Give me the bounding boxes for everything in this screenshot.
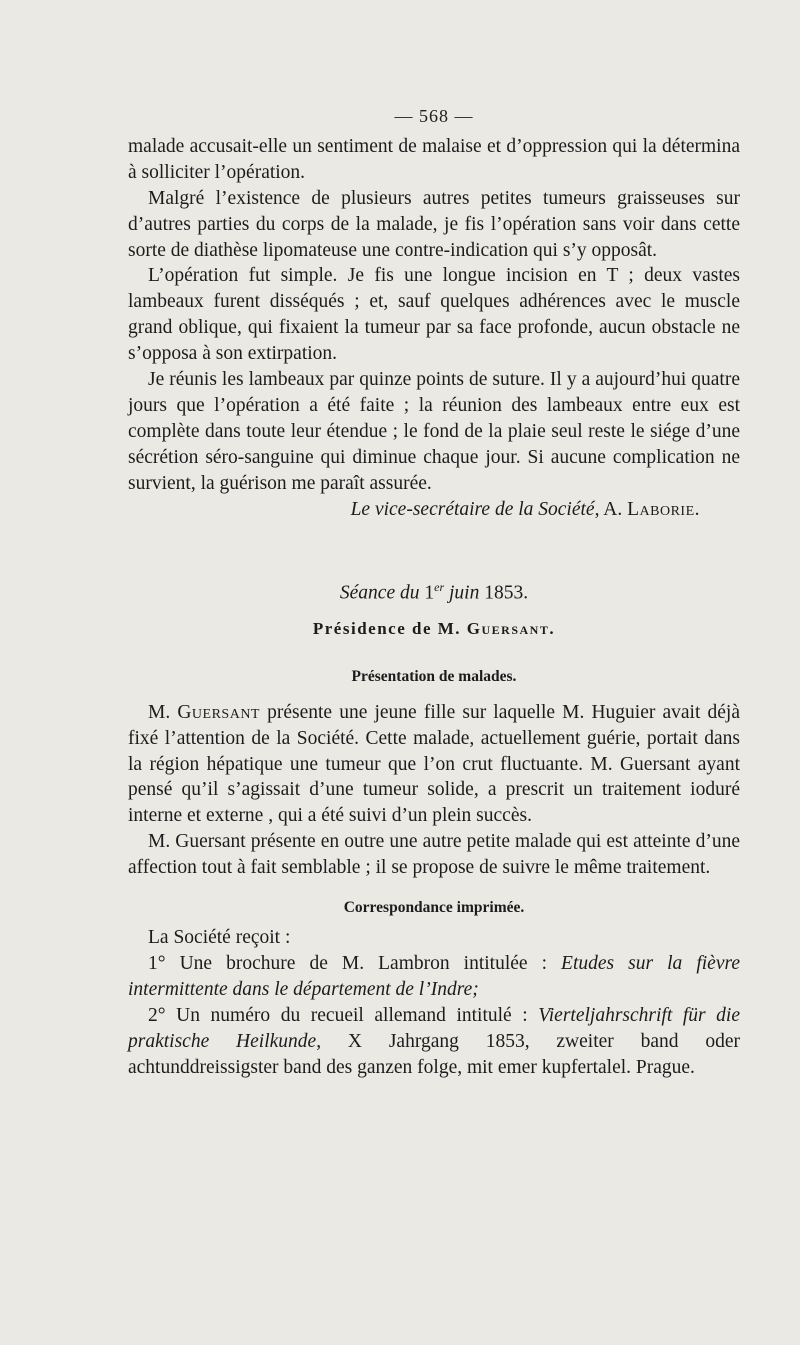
paragraph: M. Guersant présente en outre une autre petite malade qui est atteinte d’une affection tout à fait semblable ; il se propose de suivre le même traitement. — [128, 831, 740, 879]
paragraph — [128, 700, 740, 830]
signature-name: Laborie. — [627, 498, 700, 520]
paragraph: malade accusait-elle un sentiment de malaise et d’oppression qui la détermina à solliciter l’opération. — [128, 135, 740, 183]
paragraph: Je réunis les lambeaux par quinze points de suture. Il y a aujourd’hui quatre jours que l’opération a été faite ; la réunion des lambeaux entre eux est complète dans toute leur étendue ; le fond de la plaie seul reste le siége d’une sécrétion séro-sanguine qui diminue chaque jour. Si aucune complication ne survient, la guérison me paraît assurée. — [128, 369, 740, 494]
item1-text: 1° Une brochure de M. Lambron intitulée : — [148, 952, 562, 974]
section-heading-presentation: Présentation de malades. — [351, 667, 517, 685]
seance-year: 1853. — [484, 582, 529, 603]
seance-month: juin — [444, 582, 485, 603]
page-number: — 568 — — [394, 106, 474, 126]
paragraph: La Société reçoit : — [148, 926, 291, 948]
signature-initial: , A. — [594, 498, 628, 520]
signature — [128, 497, 740, 523]
signature-role: Le vice-secrétaire de la Société — [350, 498, 595, 520]
item1-title: Etudes sur la fièvre intermittente dans le département de l’Indre; — [128, 952, 740, 1000]
p5-lead: M. — [148, 701, 178, 723]
seance-sup: er — [434, 579, 445, 594]
list-item — [128, 951, 740, 1003]
seance-prefix: Séance du — [339, 582, 425, 603]
item2-title: Vierteljahrschrift für die praktische Heilkunde — [128, 1004, 740, 1052]
paragraph: Malgré l’existence de plusieurs autres petites tumeurs graisseuses sur d’autres parties du corps de la malade, je fis l’opération sans voir dans cette sorte de diathèse lipomateuse une contre-indication qui s’y opposât. — [128, 187, 740, 261]
presidence-prefix: Présidence de M. — [312, 618, 467, 638]
seance-heading — [128, 575, 740, 606]
seance-day: 1 — [424, 582, 435, 603]
paragraph: L’opération fut simple. Je fis une longue incision en T ; deux vastes lambeaux furent disséqués ; et, sauf quelques adhérences avec le muscle grand oblique, qui fixaient la tumeur par sa face profonde, aucun obstacle ne s’opposa à son extirpation. — [128, 265, 740, 365]
p5-rest: présente une jeune fille sur laquelle M. Huguier avait déjà fixé l’attention de la Société. Cette malade, actuellement guérie, portait dans la région hépatique une tumeur que l’on crut fluctuante. M. Guersant ayant pensé qu’il s’agissait d’une tumeur solide, a prescrit un traitement ioduré interne et externe , qui a été suivi d’un plein succès. — [128, 701, 740, 827]
presidence-heading — [128, 616, 740, 642]
list-item — [128, 1003, 740, 1081]
section-heading-correspondance: Correspondance imprimée. — [343, 899, 525, 917]
presidence-name: Guersant. — [466, 618, 556, 638]
p5-name: Guersant — [177, 701, 260, 723]
text-column — [128, 104, 740, 1080]
item2-rest: , X Jahrgang 1853, zweiter band oder achtunddreissigster band des ganzen folge, mit emer kupfertalel. Prague. — [128, 1030, 740, 1078]
item2-text: 2° Un numéro du recueil allemand intitulé : — [148, 1004, 539, 1026]
